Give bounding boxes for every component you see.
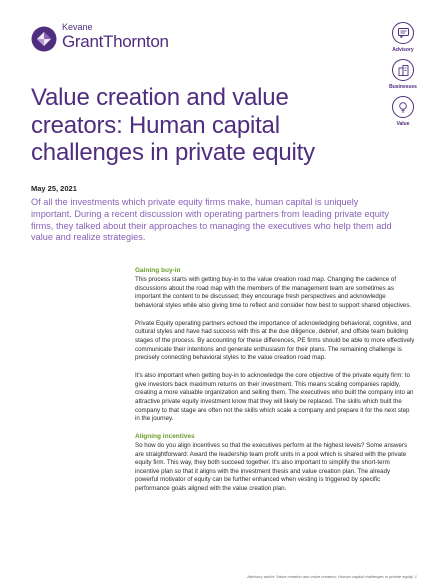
nav-label-advisory: Advisory — [392, 47, 414, 53]
grant-thornton-logo-icon — [31, 26, 57, 52]
page-footer: Advisory article 'Value creation and value creators: Human capital challenges in private equity' 1 — [247, 574, 417, 579]
building-icon — [392, 59, 414, 81]
nav-advisory[interactable] — [380, 22, 426, 53]
paragraph: Private Equity operating partners echoed the importance of acknowledging behavioral, cognitive, and cultural styles and have had success with this at the due diligence, debrief, and offsite team building stages of the process. By accounting for these differences, PE firms should be able to more effectively communicate their intentions and generate enthusiasm for their plans. The remaining challenge is precisely connecting behavioral styles to the value creation road map. — [135, 319, 415, 362]
article-body — [135, 266, 415, 494]
paragraph: This process starts with getting buy-in to the value creation road map. Changing the cadence of discussions about the road map with the members of the management team are sometimes as important the content to be discussed; they encourage fresh perspectives and acknowledge behavioral styles while also giving time to reflect and consider how best to support shared objectives. — [135, 276, 412, 309]
nav-label-value: Value — [396, 121, 410, 127]
section-heading-aligning-incentives: Aligning incentives — [135, 432, 195, 440]
paragraph: So how do you align incentives so that the executives perform at the highest levels? Some answers are straightforward: Award the leadership team profit units in a pool which is shared with the private equity firm. This way, they both succeed together. It's also important to simplify the short-term incentive plan so that it aligns with the investment thesis and value creation plan. The already powerful motivator of equity can be further enhanced when vesting is triggered by specific performance goals aligned with the value creation plan. — [135, 441, 408, 493]
section-heading-gaining-buy-in: Gaining buy-in — [135, 267, 181, 274]
brand-name: GrantThornton — [62, 32, 169, 51]
nav-businesses[interactable] — [380, 59, 426, 90]
lightbulb-icon — [392, 96, 414, 118]
nav-label-businesses: Businesses — [389, 84, 417, 90]
company-logo[interactable] — [31, 22, 181, 58]
nav-value[interactable] — [380, 96, 426, 127]
paragraph: It's also important when getting buy-in to acknowledge the core objective of the private equity firm: to give investors back maximum returns on their investment. This means scaling companies rapidly, creating a more valuable organization and selling them. The executives who built the company into an attractive private equity investment know that they will likely be replaced. The skills which built the company to that stage are often not the skills which scale a company and prepare it for the next step in the journey. — [135, 371, 414, 423]
article-intro: Of all the investments which private equity firms make, human capital is uniquely important. During a recent discussion with operating partners from leading private equity firms, they talked about their approaches to managing the executives who help them add value and realize strategies. — [31, 197, 392, 243]
brand-kevane: Kevane — [62, 22, 93, 32]
article-title: Value creation and value creators: Human capital challenges in private equity — [31, 84, 315, 166]
article-date: May 25, 2021 — [31, 184, 77, 193]
chat-icon — [392, 22, 414, 44]
